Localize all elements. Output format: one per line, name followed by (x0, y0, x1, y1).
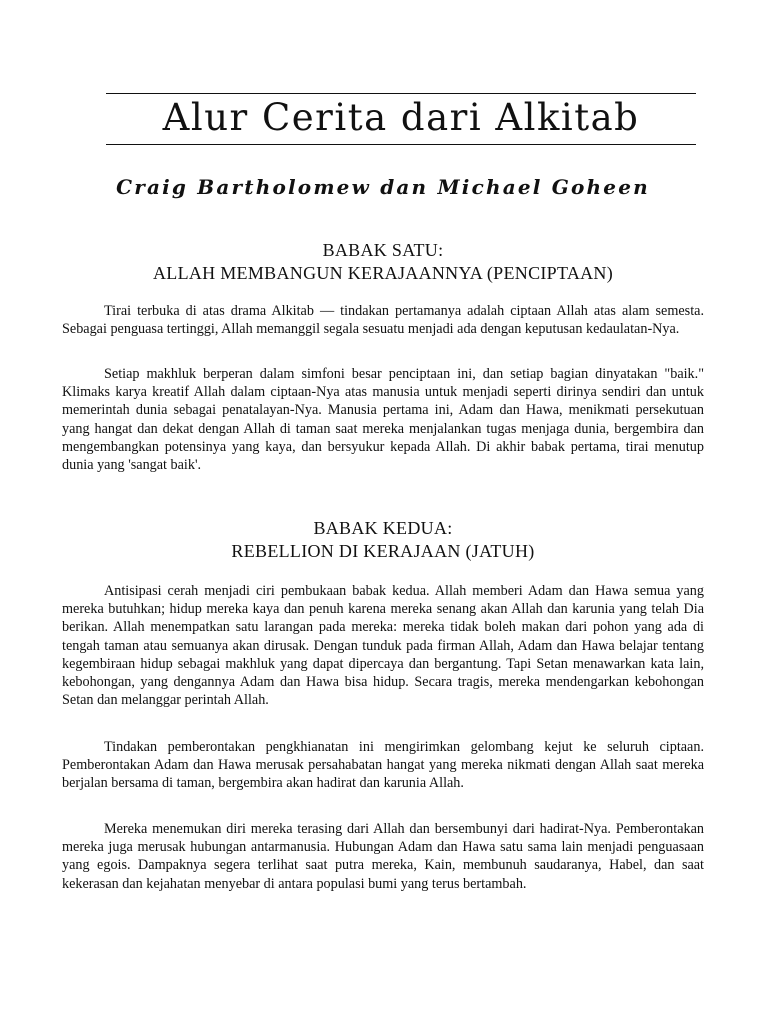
section-heading-2-line1: BABAK KEDUA: (313, 518, 453, 538)
document-title: Alur Cerita dari Alkitab (162, 96, 640, 139)
section-heading-1-line1: BABAK SATU: (322, 240, 444, 260)
paragraph-1-1: Tirai terbuka di atas drama Alkitab — tindakan pertamanya adalah ciptaan Allah atas alam semesta. Sebagai penguasa tertinggi, Allah memanggil segala sesuatu menjadi ada dengan keputusan kedaulatan-Nya. (62, 303, 704, 338)
document-authors: Craig Bartholomew dan Michael Goheen (116, 175, 650, 199)
title-block (106, 93, 696, 145)
section-heading-1-line2: ALLAH MEMBANGUN KERAJAANNYA (PENCIPTAAN) (152, 263, 614, 283)
section-heading-2-line2: REBELLION DI KERAJAAN (JATUH) (231, 541, 535, 561)
paragraph-2-2: Tindakan pemberontakan pengkhianatan ini mengirimkan gelombang kejut ke seluruh ciptaan. Pemberontakan Adam dan Hawa merusak persahabatan hangat yang mereka nikmati dengan Allah saat mereka berjalan bersama di taman, bergembira akan hadirat dan karunia Allah. (62, 739, 704, 792)
paragraph-1-2: Setiap makhluk berperan dalam simfoni besar penciptaan ini, dan setiap bagian dinyatakan "baik." Klimaks karya kreatif Allah dalam ciptaan-Nya atas manusia untuk menjadi seperti dirinya sendiri dan untuk memerintah dunia sebagai penatalayan-Nya. Manusia pertama ini, Adam dan Hawa, menikmati persekutuan yang hangat dan dekat dengan Allah di taman saat mereka menjalankan tugas menjaga dunia, bergembira dan mengembangkan potensinya yang kaya, dan bersyukur kepada Allah. Di akhir babak pertama, tirai menutup dunia yang 'sangat baik'. (62, 366, 704, 474)
paragraph-2-3: Mereka menemukan diri mereka terasing dari Allah dan bersembunyi dari hadirat-Nya. Pemberontakan mereka juga merusak hubungan antarmanusia. Hubungan Adam dan Hawa satu sama lain menjadi penguasaan yang egois. Dampaknya segera terlihat saat putra mereka, Kain, membunuh saudaranya, Habel, dan saat kekerasan dan kejahatan menyebar di antara populasi bumi yang terus bertambah. (62, 821, 704, 892)
section-heading-2 (62, 517, 704, 563)
section-heading-1 (62, 239, 704, 285)
paragraph-2-1: Antisipasi cerah menjadi ciri pembukaan babak kedua. Allah memberi Adam dan Hawa semua yang mereka butuhkan; hidup mereka kaya dan penuh karena mereka senang akan Allah dan karunia yang telah Dia berikan. Allah menempatkan satu larangan pada mereka: mereka tidak boleh makan dari pohon yang ada di tengah taman atau semuanya akan dirusak. Dengan tunduk pada firman Allah, Adam dan Hawa belajar tentang kegembiraan hidup sebagai makhluk yang dapat dipercaya dan bergantung. Tapi Setan menawarkan kata lain, kebohongan, yang dengannya Adam dan Hawa bisa hidup. Secara tragis, mereka mendengarkan kebohongan Setan dan melanggar perintah Allah. (62, 583, 704, 709)
